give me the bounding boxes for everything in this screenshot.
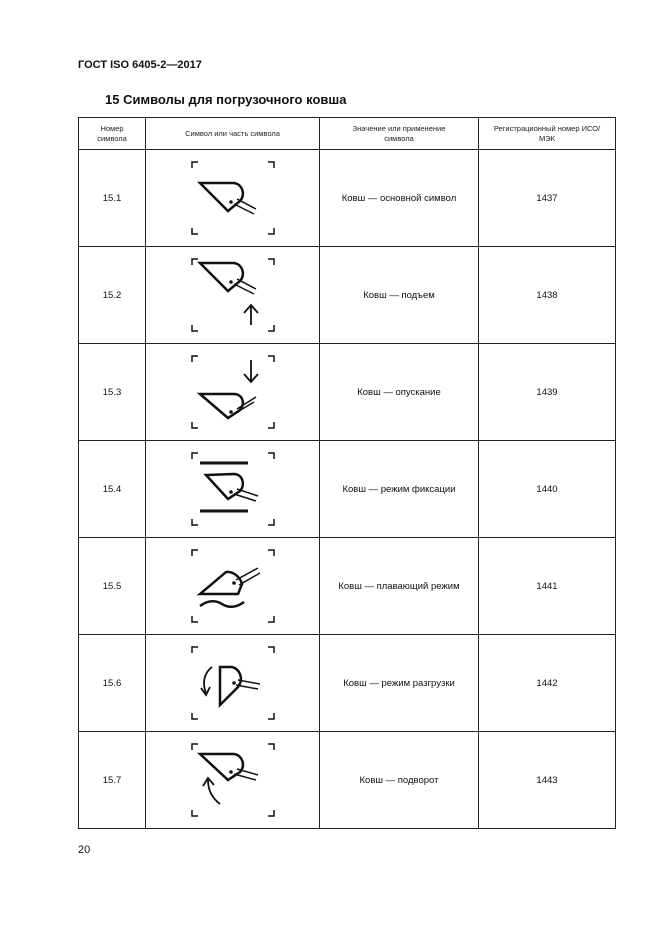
table-header-row [79, 118, 616, 150]
document-id: ГОСТ ISO 6405-2—2017 [78, 59, 202, 71]
symbol-cell [146, 635, 320, 732]
table-row [79, 247, 616, 344]
symbol-meaning: Ковш — опускание [320, 344, 479, 441]
bucket-hold-icon [188, 449, 278, 529]
symbol-number: 15.1 [79, 150, 146, 247]
symbol-number: 15.2 [79, 247, 146, 344]
symbol-number: 15.4 [79, 441, 146, 538]
registration-number: 1441 [479, 538, 616, 635]
symbol-cell [146, 247, 320, 344]
symbol-number: 15.7 [79, 732, 146, 829]
table-row [79, 344, 616, 441]
table-row [79, 538, 616, 635]
column-header-number: Номер символа [79, 118, 146, 150]
symbol-cell [146, 441, 320, 538]
registration-number: 1439 [479, 344, 616, 441]
column-header-meaning: Значение или применение символа [320, 118, 479, 150]
registration-number: 1443 [479, 732, 616, 829]
symbol-number: 15.3 [79, 344, 146, 441]
column-header-registration: Регистрационный номер ИСО/МЭК [479, 118, 616, 150]
bucket-raise-icon [188, 255, 278, 335]
symbol-meaning: Ковш — подворот [320, 732, 479, 829]
symbol-cell [146, 150, 320, 247]
symbol-meaning: Ковш — подъем [320, 247, 479, 344]
symbol-meaning: Ковш — основной символ [320, 150, 479, 247]
symbol-number: 15.5 [79, 538, 146, 635]
symbols-table [78, 117, 616, 829]
table-row [79, 150, 616, 247]
symbol-cell [146, 344, 320, 441]
section-title: 15 Символы для погрузочного ковша [105, 92, 347, 107]
registration-number: 1442 [479, 635, 616, 732]
column-header-symbol: Символ или часть символа [146, 118, 320, 150]
registration-number: 1438 [479, 247, 616, 344]
symbol-cell [146, 732, 320, 829]
symbol-cell [146, 538, 320, 635]
symbol-number: 15.6 [79, 635, 146, 732]
registration-number: 1440 [479, 441, 616, 538]
table-row [79, 441, 616, 538]
bucket-rollback-icon [188, 740, 278, 820]
table-row [79, 732, 616, 829]
symbol-meaning: Ковш — плавающий режим [320, 538, 479, 635]
page-number: 20 [78, 844, 91, 856]
bucket-lower-icon [188, 352, 278, 432]
bucket-float-icon [188, 546, 278, 626]
bucket-dump-icon [188, 643, 278, 723]
bucket-basic-icon [188, 158, 278, 238]
registration-number: 1437 [479, 150, 616, 247]
symbol-meaning: Ковш — режим разгрузки [320, 635, 479, 732]
table-row [79, 635, 616, 732]
symbol-meaning: Ковш — режим фиксации [320, 441, 479, 538]
